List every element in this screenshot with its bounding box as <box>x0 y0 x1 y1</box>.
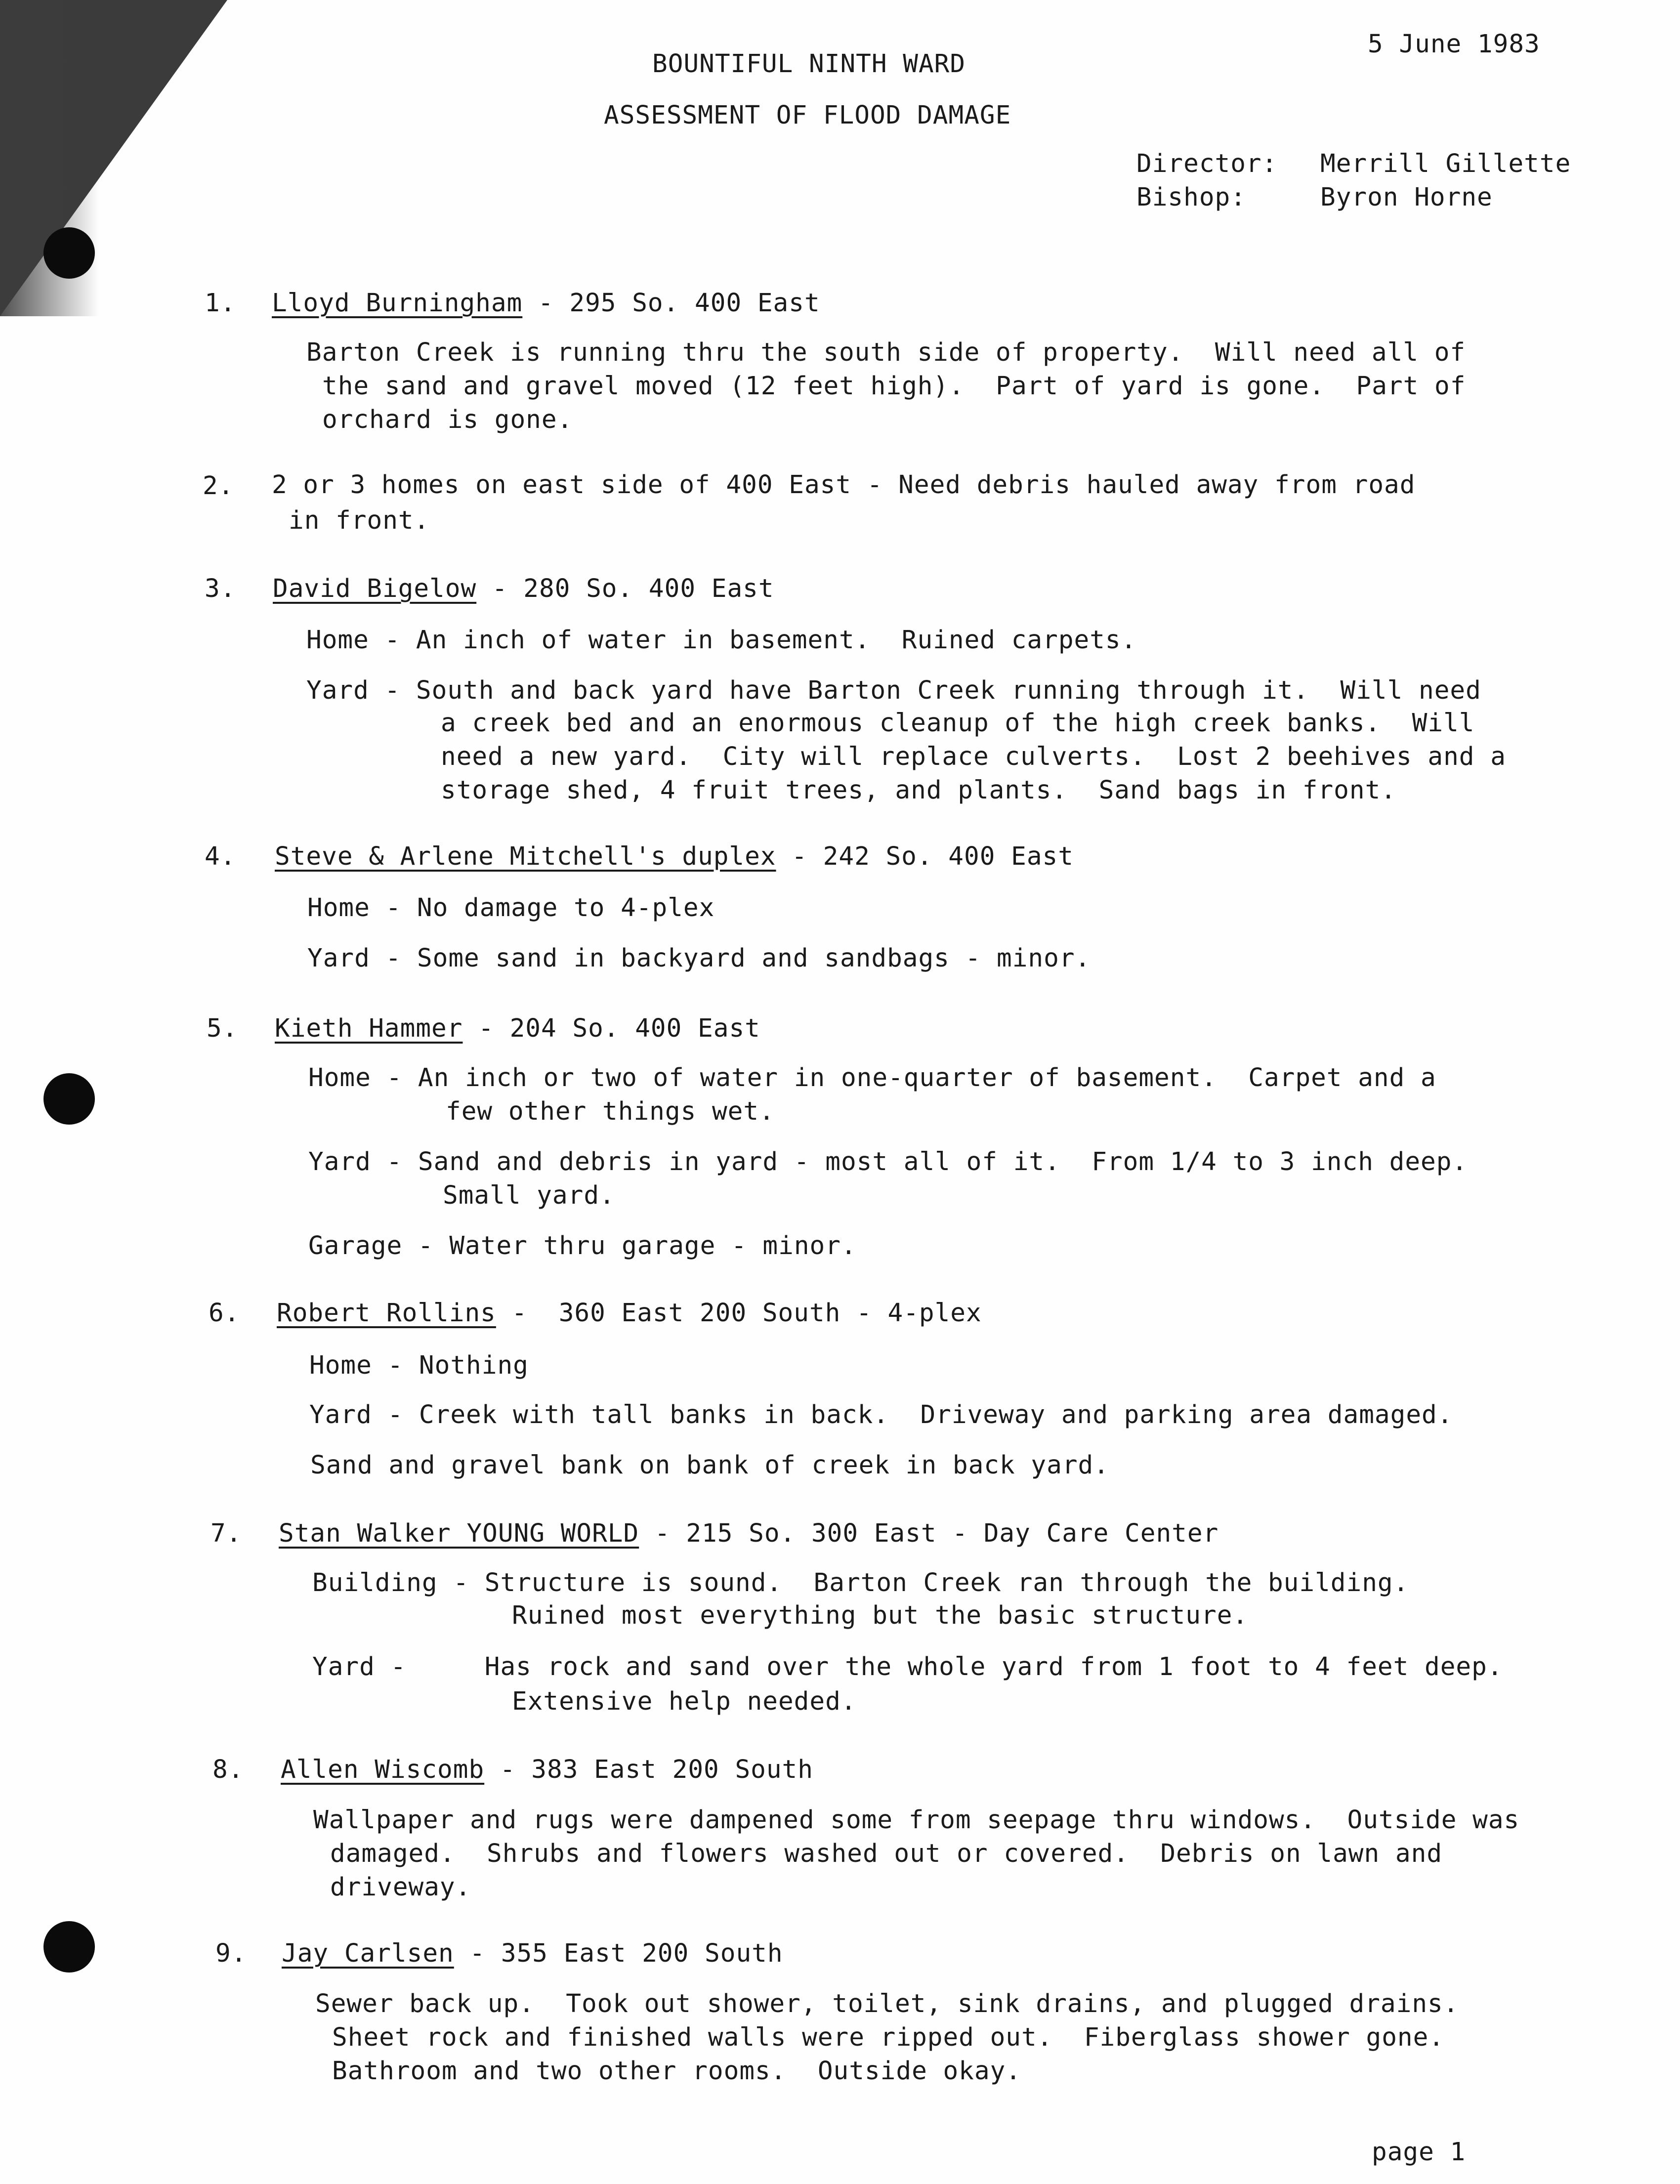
entry-5-yard-line-1: Yard - Sand and debris in yard - most all of it. From 1/4 to 3 inch deep. <box>308 1147 1468 1176</box>
bishop-name: Byron Horne <box>1320 183 1493 212</box>
entry-7-building-line-2: Ruined most everything but the basic structure. <box>512 1601 1249 1630</box>
entry-9-line-2: Sheet rock and finished walls were ripped out. Fiberglass shower gone. <box>332 2023 1445 2052</box>
entry-6-address: - 360 East 200 South - 4-plex <box>496 1299 982 1328</box>
entry-1-line-1: Barton Creek is running thru the south side of property. Will need all of <box>306 338 1466 367</box>
entry-7-address: - 215 So. 300 East - Day Care Center <box>639 1519 1219 1548</box>
entry-4-heading <box>275 840 1074 874</box>
entry-3-home: Home - An inch of water in basement. Ruined carpets. <box>306 626 1137 655</box>
entry-8-number: 8. <box>212 1755 244 1784</box>
document-title: BOUNTIFUL NINTH WARD <box>652 49 966 79</box>
entry-4-address: - 242 So. 400 East <box>776 842 1074 871</box>
entry-3-number: 3. <box>205 574 236 603</box>
entry-4-home: Home - No damage to 4-plex <box>307 893 715 923</box>
entry-5-number: 5. <box>207 1014 238 1043</box>
entry-5-heading <box>275 1012 760 1046</box>
entry-6-name: Robert Rollins <box>277 1299 496 1328</box>
entry-7-yard-line-1: Yard - Has rock and sand over the whole yard from 1 foot to 4 feet deep. <box>312 1652 1503 1681</box>
entry-7-heading <box>279 1517 1218 1551</box>
entry-1-number: 1. <box>205 289 236 318</box>
director-name: Merrill Gillette <box>1320 149 1571 178</box>
entry-9-address: - 355 East 200 South <box>454 1939 783 1968</box>
entry-2-line-1: 2 or 3 homes on east side of 400 East - Need debris hauled away from road <box>272 470 1416 500</box>
punch-hole-top <box>43 227 95 279</box>
punch-hole-bottom <box>43 1921 95 1973</box>
bishop-label: Bishop: <box>1136 183 1246 212</box>
document-subtitle: ASSESSMENT OF FLOOD DAMAGE <box>604 101 1011 130</box>
entry-6-number: 6. <box>209 1299 240 1328</box>
entry-6-yard: Yard - Creek with tall banks in back. Driveway and parking area damaged. <box>309 1400 1453 1429</box>
entry-9-line-1: Sewer back up. Took out shower, toilet, sink drains, and plugged drains. <box>315 1989 1459 2018</box>
entry-8-heading <box>281 1753 813 1787</box>
entry-4-name: Steve & Arlene Mitchell's duplex <box>275 842 776 871</box>
director-label: Director: <box>1136 149 1278 178</box>
entry-9-name: Jay Carlsen <box>282 1939 454 1968</box>
entry-5-yard-line-2: Small yard. <box>443 1181 615 1210</box>
page-number: page 1 <box>1372 2138 1466 2167</box>
entry-3-yard-line-1: Yard - South and back yard have Barton Creek running through it. Will need <box>306 676 1481 705</box>
entry-2-number: 2. <box>203 471 234 501</box>
entry-5-home-line-2: few other things wet. <box>446 1097 775 1126</box>
entry-7-number: 7. <box>210 1519 242 1548</box>
entry-7-name: Stan Walker YOUNG WORLD <box>279 1519 639 1548</box>
entry-3-heading <box>273 572 774 606</box>
entry-5-home-line-1: Home - An inch or two of water in one-quarter of basement. Carpet and a <box>308 1063 1436 1092</box>
entry-5-address: - 204 So. 400 East <box>462 1014 760 1043</box>
entry-4-number: 4. <box>205 842 236 871</box>
entry-6-extra: Sand and gravel bank on bank of creek in back yard. <box>310 1451 1109 1480</box>
entry-9-number: 9. <box>215 1939 247 1968</box>
entry-5-garage: Garage - Water thru garage - minor. <box>308 1231 857 1260</box>
entry-1-line-3: orchard is gone. <box>322 405 573 434</box>
entry-8-line-3: driveway. <box>330 1873 471 1902</box>
entry-3-yard-line-4: storage shed, 4 fruit trees, and plants. Sand bags in front. <box>441 776 1396 805</box>
document-date: 5 June 1983 <box>1368 30 1540 59</box>
entry-8-address: - 383 East 200 South <box>484 1755 813 1784</box>
entry-9-heading <box>282 1937 783 1971</box>
entry-6-home: Home - Nothing <box>309 1351 529 1380</box>
entry-7-yard-line-2: Extensive help needed. <box>512 1687 857 1716</box>
entry-3-name: David Bigelow <box>273 574 477 603</box>
entry-1-line-2: the sand and gravel moved (12 feet high). Part of yard is gone. Part of <box>322 372 1466 401</box>
entry-8-line-1: Wallpaper and rugs were dampened some from seepage thru windows. Outside was <box>313 1806 1520 1835</box>
entry-1-name: Lloyd Burningham <box>272 289 523 318</box>
entry-8-name: Allen Wiscomb <box>281 1755 485 1784</box>
entry-3-yard-line-2: a creek bed and an enormous cleanup of the high creek banks. Will <box>441 709 1475 738</box>
punch-hole-middle <box>43 1073 95 1125</box>
entry-3-address: - 280 So. 400 East <box>476 574 774 603</box>
entry-2-line-2: in front. <box>289 506 430 535</box>
entry-9-line-3: Bathroom and two other rooms. Outside okay. <box>332 2057 1022 2086</box>
entry-7-building-line-1: Building - Structure is sound. Barton Creek ran through the building. <box>312 1568 1409 1597</box>
entry-8-line-2: damaged. Shrubs and flowers washed out or covered. Debris on lawn and <box>330 1839 1443 1868</box>
entry-3-yard-line-3: need a new yard. City will replace culverts. Lost 2 beehives and a <box>441 742 1506 771</box>
entry-5-name: Kieth Hammer <box>275 1014 463 1043</box>
entry-1-address: - 295 So. 400 East <box>522 289 820 318</box>
entry-6-heading <box>277 1297 982 1330</box>
entry-1-heading <box>272 287 820 320</box>
entry-4-yard: Yard - Some sand in backyard and sandbags - minor. <box>307 944 1091 973</box>
